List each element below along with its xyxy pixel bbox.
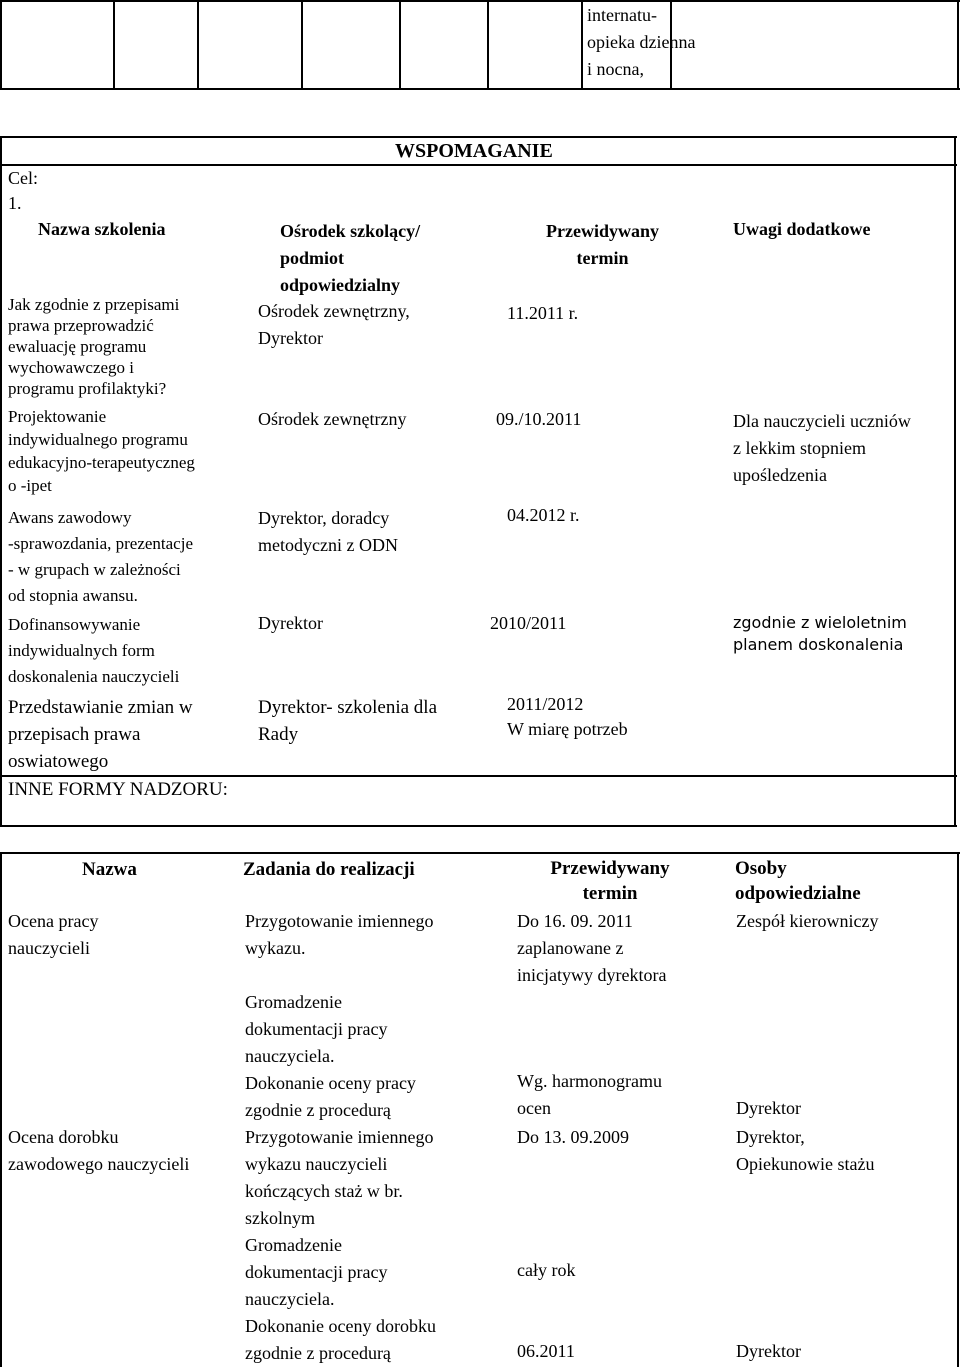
table-row-persons: Dyrektor [736,1098,801,1118]
table-row-term: 11.2011 r. [507,303,579,323]
goal-number: 1. [8,193,22,213]
table-row-term: 2010/2011 [490,613,567,633]
table-row-term: Do 13. 09.2009 [517,1127,629,1147]
table-row-name: Awans zawodowy -sprawozdania, prezentacje - w grupach w zależności od stopnia awansu. [8,508,193,605]
table-row-center: Dyrektor- szkolenia dla Rady [258,697,437,745]
table-row-name: Dofinansowywanie indywidualnych form doskonalenia nauczycieli [8,615,180,686]
goal-label: Cel: [8,168,38,188]
table-row-term: cały rok [517,1260,576,1280]
table-row-name: Przedstawianie zmian w przepisach prawa oswiatowego [8,697,193,772]
table-row-term: 09./10.2011 [496,409,582,429]
header-training-center: Ośrodek szkolący/ podmiot odpowiedzialny [280,221,421,295]
table-row-name: Projektowanie indywidualnego programu edukacyjno-terapeutyczneg o -ipet [8,407,195,495]
header-responsible: Osoby odpowiedzialne [735,858,861,904]
other-forms-heading: INNE FORMY NADZORU: [8,779,228,800]
table-row-center: Dyrektor [258,613,323,633]
table-row-term: 06.2011 [517,1341,575,1361]
header-notes: Uwagi dodatkowe [733,219,871,239]
table-row-center: Ośrodek zewnętrzny [258,409,407,429]
table-row-persons: Dyrektor, Opiekunowie stażu [736,1127,875,1174]
header-tasks: Zadania do realizacji [243,859,415,880]
table-row-center: Dyrektor, doradcy metodyczni z ODN [258,508,398,555]
top-cell-text: internatu- opieka dzienna i nocna, [587,5,696,79]
table-row-persons: Zespół kierowniczy [736,911,879,931]
table-row-notes: zgodnie z wieloletnim planem doskonalenia [733,613,907,654]
table-row-center: Ośrodek zewnętrzny, Dyrektor [258,301,410,348]
table-row-term: Wg. harmonogramu ocen [517,1071,662,1118]
table-row-name: Jak zgodnie z przepisami prawa przeprowadzić ewaluację programu wychowawczego i programu profilaktyki? [8,295,180,398]
table-row-name: Ocena dorobku zawodowego nauczycieli [8,1127,190,1174]
header-name: Nazwa [82,859,137,880]
table-row-tasks: Przygotowanie imiennego wykazu nauczycieli kończących staż w br. szkolnym Gromadzenie dokumentacji pracy nauczyciela. Dokonanie oceny dorobku zgodnie z procedurą [245,1127,436,1363]
table-row-term: 2011/2012 W miarę potrzeb [507,694,628,739]
table-row-term: 04.2012 r. [507,505,580,525]
header-training-name: Nazwa szkolenia [38,219,166,239]
section-title: WSPOMAGANIE [395,140,553,162]
table-row-notes: Dla nauczycieli uczniów z lekkim stopniem upośledzenia [733,411,911,485]
table-row-term: Do 16. 09. 2011 zaplanowane z inicjatywy dyrektora [517,911,667,985]
table-row-name: Ocena pracy nauczycieli [8,911,99,958]
table-row-tasks: Przygotowanie imiennego wykazu. Gromadzenie dokumentacji pracy nauczyciela. Dokonanie oceny pracy zgodnie z procedurą [245,911,434,1120]
table-row-persons: Dyrektor [736,1341,801,1361]
header-planned-term: Przewidywany termin [550,858,670,904]
header-planned-term: Przewidywany termin [546,221,659,268]
